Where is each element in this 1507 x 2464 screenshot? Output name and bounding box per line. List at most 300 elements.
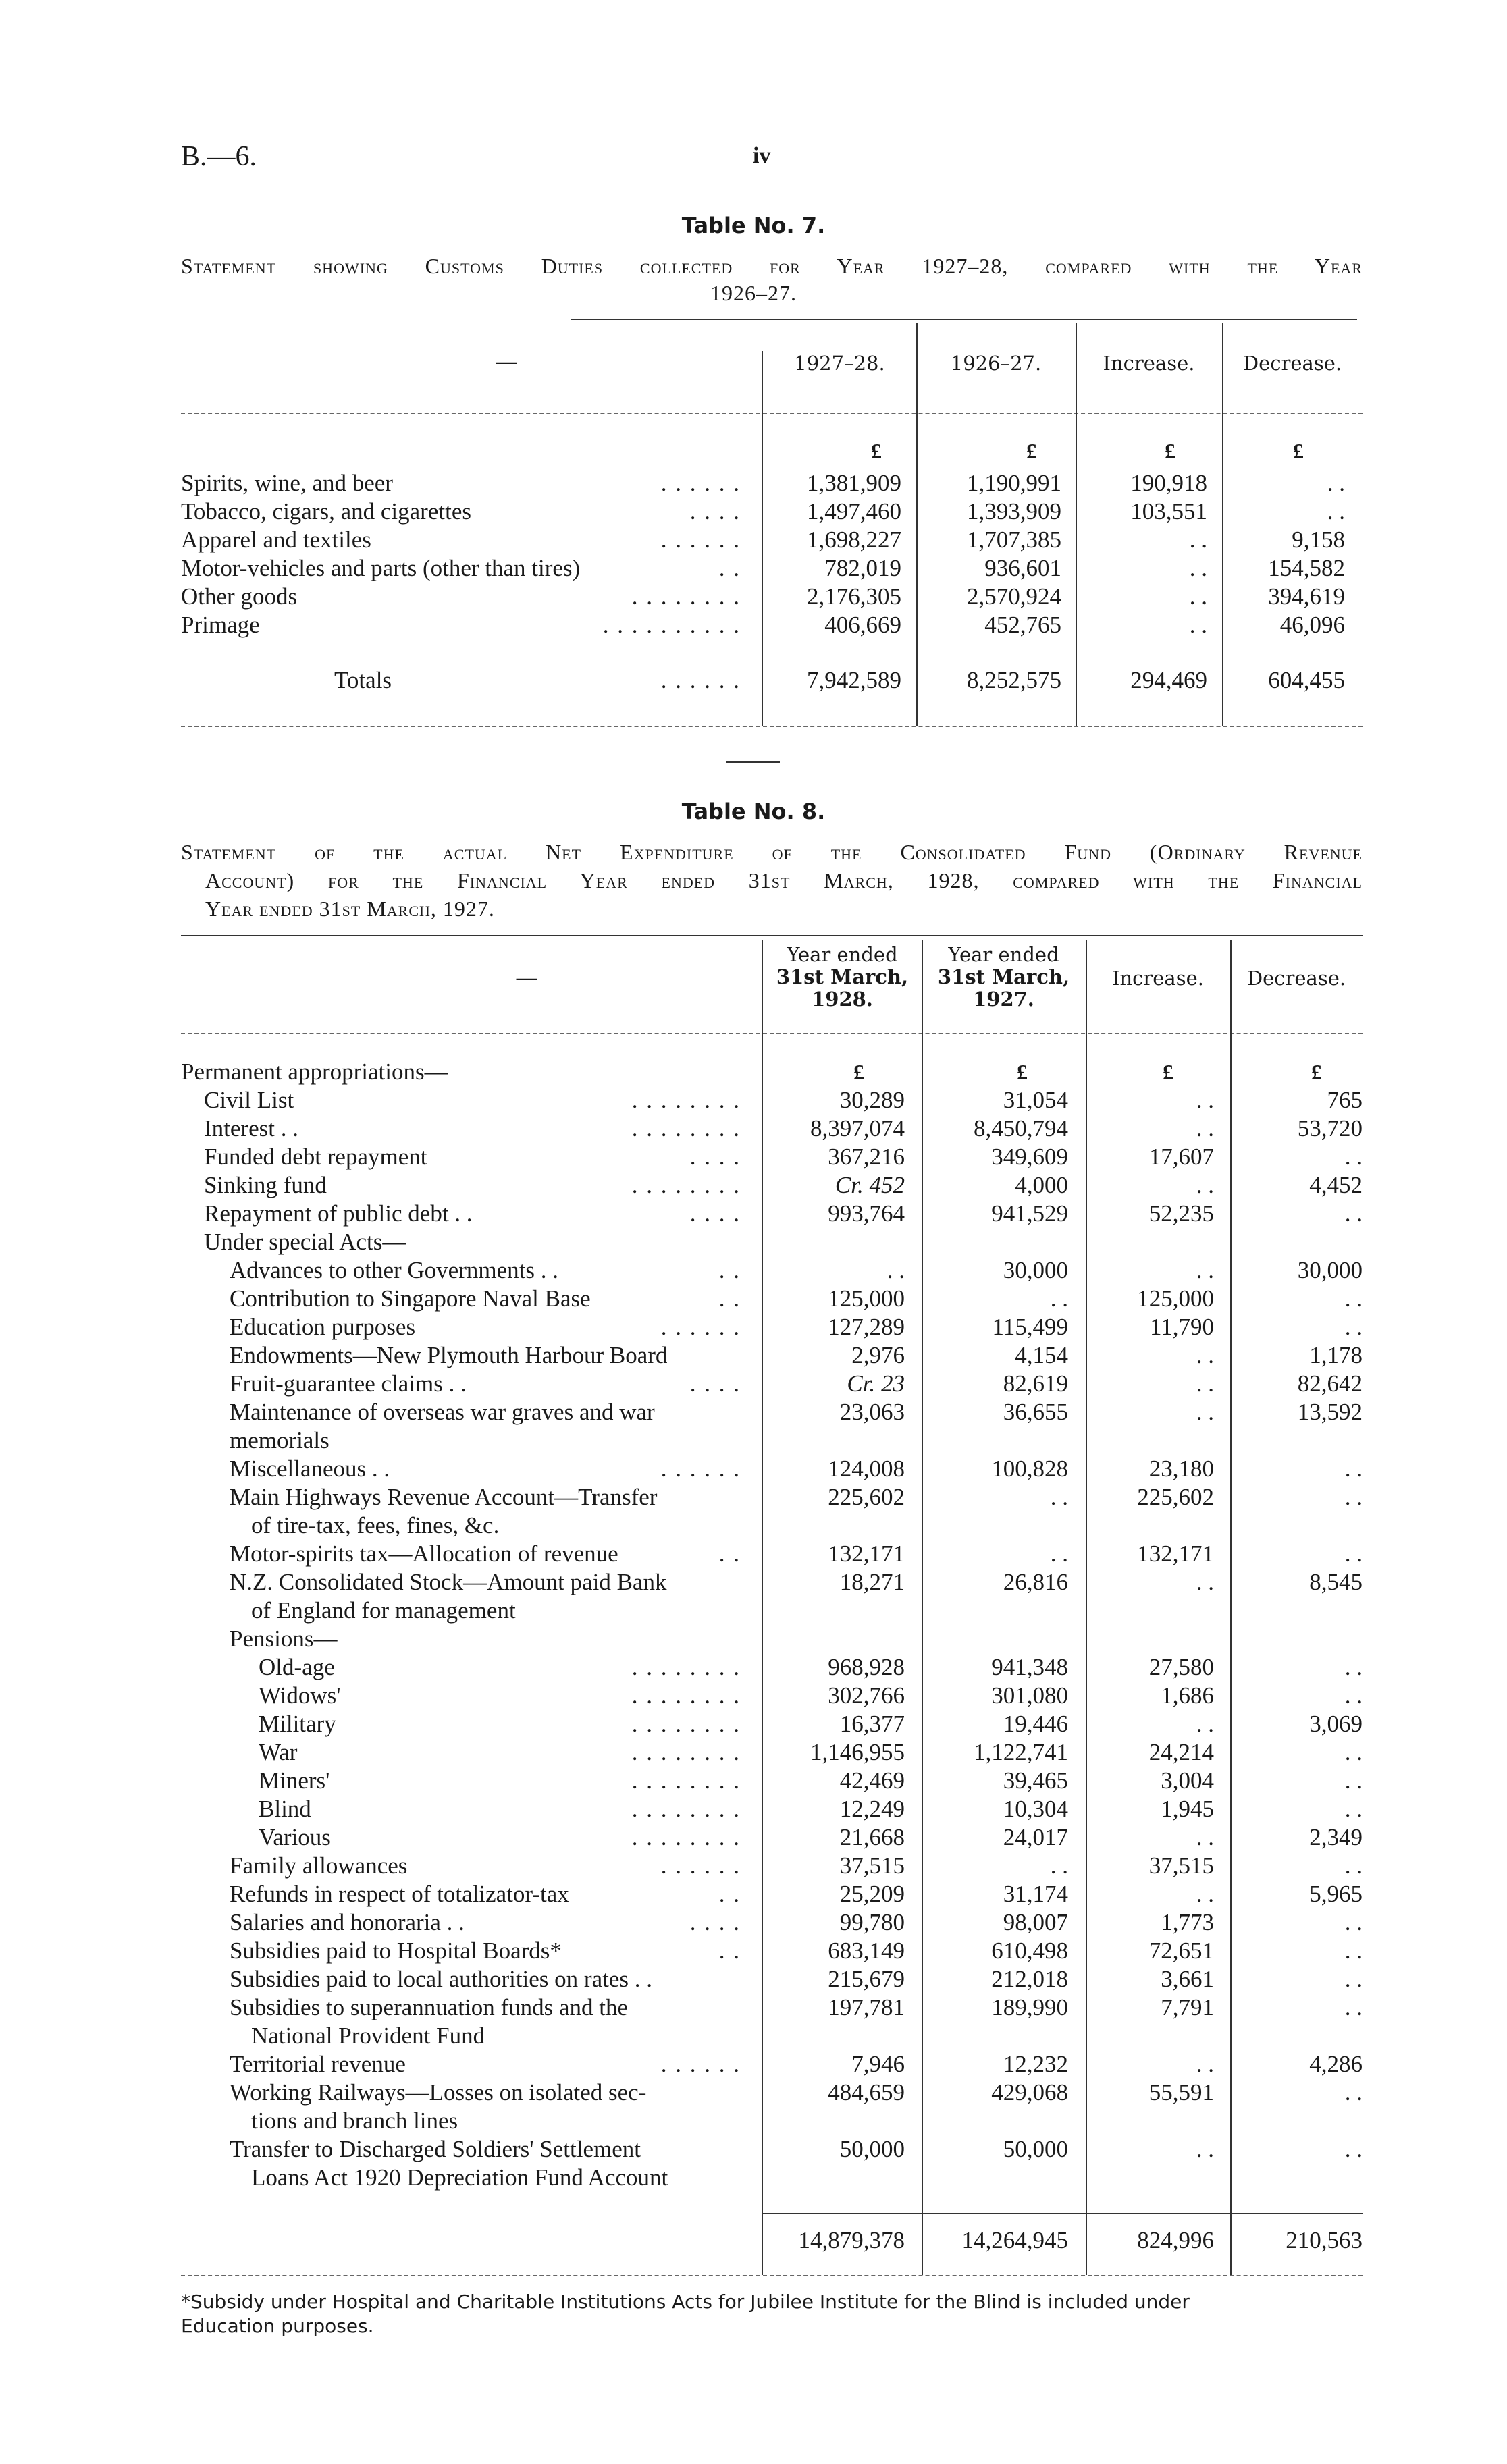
cell-value: 484,659 xyxy=(828,2079,905,2106)
cell-value: 24,214 xyxy=(1148,1739,1214,1765)
cell-value: . . xyxy=(1189,555,1207,581)
row-label: Sinking fund xyxy=(204,1172,327,1198)
row-label: Loans Act 1920 Depreciation Fund Account xyxy=(251,2164,668,2191)
leader-dots: . . . . . . . . xyxy=(631,1172,741,1198)
cell-value: 1,945 xyxy=(1161,1796,1214,1822)
table-row xyxy=(0,526,1507,554)
leader-dots: . . xyxy=(718,1257,741,1283)
cell-value: 197,781 xyxy=(828,1994,905,2020)
row-label: National Provident Fund xyxy=(251,2023,485,2049)
cell-value: 190,918 xyxy=(1130,470,1207,496)
table-row xyxy=(0,1511,1507,1540)
cell-value: 10,304 xyxy=(1003,1796,1068,1822)
leader-dots: . . . . . . xyxy=(660,1314,741,1340)
cell-value: 132,171 xyxy=(828,1541,905,1567)
row-label: Subsidies paid to Hospital Boards* xyxy=(230,1937,562,1964)
leader-dots: . . . . . . . . xyxy=(631,1739,741,1765)
cell-value: . . xyxy=(1327,498,1345,525)
row-label: Education purposes xyxy=(230,1314,416,1340)
cell-value: 4,452 xyxy=(1309,1172,1363,1198)
cell-value: 212,018 xyxy=(991,1966,1068,1992)
cell-value: 941,529 xyxy=(991,1200,1068,1227)
cell-value: 301,080 xyxy=(991,1682,1068,1709)
cell-value: 30,000 xyxy=(1003,1257,1068,1283)
row-label: Miscellaneous . . xyxy=(230,1455,390,1482)
cell-value: . . xyxy=(1344,1285,1363,1312)
table-row xyxy=(0,1993,1507,2022)
cell-value: . . xyxy=(1196,1370,1214,1397)
cell-value: 394,619 xyxy=(1268,583,1345,610)
leader-dots: . . . . . . . . xyxy=(631,583,741,610)
table-row xyxy=(0,1710,1507,1738)
totals-label: Totals xyxy=(334,667,392,693)
cell-value: 37,515 xyxy=(839,1852,905,1879)
row-label: Family allowances xyxy=(230,1852,408,1879)
cell-value: 103,551 xyxy=(1130,498,1207,525)
row-label: N.Z. Consolidated Stock—Amount paid Bank xyxy=(230,1569,667,1595)
cell-value: . . xyxy=(1344,1541,1363,1567)
cell-value: 5,965 xyxy=(1309,1881,1363,1907)
header-line: 31st March, xyxy=(937,965,1070,988)
cell-value: 42,469 xyxy=(839,1767,905,1794)
cell-value: . . xyxy=(1196,2136,1214,2162)
cell-value: . . xyxy=(1344,1654,1363,1680)
table8-col-1927 xyxy=(922,944,1086,1011)
cell-value: 189,990 xyxy=(991,1994,1068,2020)
row-label: Maintenance of overseas war graves and war xyxy=(230,1399,655,1425)
table8-col-blank: — xyxy=(515,965,538,992)
cell-value: 782,019 xyxy=(824,555,901,581)
cell-value: . . xyxy=(1196,1342,1214,1368)
cell-value: 4,000 xyxy=(1015,1172,1068,1198)
table7-col-header: Increase. xyxy=(1103,352,1195,375)
cell-value: 1,497,460 xyxy=(807,498,901,525)
table-row xyxy=(0,1171,1507,1200)
cell-value: 1,686 xyxy=(1161,1682,1214,1709)
row-label: of England for management xyxy=(251,1597,516,1624)
table-row xyxy=(0,1143,1507,1171)
cell-value: 1,393,909 xyxy=(967,498,1061,525)
header-line: 1927. xyxy=(973,988,1034,1011)
leader-dots: . . . . . . xyxy=(660,1455,741,1482)
row-label: Miners' xyxy=(259,1767,330,1794)
leader-dots: . . . . . . . . xyxy=(631,1682,741,1709)
table8-caption-line2: Account) for the Financial Year ended 31st March, 1928, compared with the Financial xyxy=(205,868,1363,892)
cell-value: 50,000 xyxy=(1003,2136,1068,2162)
table-row xyxy=(0,583,1507,611)
row-label: Endowments—New Plymouth Harbour Board xyxy=(230,1342,668,1368)
table-row xyxy=(0,1738,1507,1767)
cell-value: 100,828 xyxy=(991,1455,1068,1482)
table7-unit: £ xyxy=(1026,439,1037,463)
cell-value: 452,765 xyxy=(984,612,1061,638)
table7-unit: £ xyxy=(1293,439,1304,463)
cell-value: . . xyxy=(1050,1285,1068,1312)
table-row xyxy=(0,1086,1507,1115)
table7-col-header: 1926–27. xyxy=(950,352,1042,375)
cell-value: 125,000 xyxy=(828,1285,905,1312)
table-row xyxy=(0,1597,1507,1625)
footnote xyxy=(181,2290,1363,2338)
cell-value: 23,063 xyxy=(839,1399,905,1425)
cell-value: . . xyxy=(1344,1144,1363,1170)
table7-bottom-rule xyxy=(181,726,1363,727)
leader-dots: . . . . xyxy=(689,1144,741,1170)
row-label: Spirits, wine, and beer xyxy=(181,470,393,496)
cell-value: 8,397,074 xyxy=(810,1115,905,1142)
cell-value: 16,377 xyxy=(839,1711,905,1737)
cell-value: 1,698,227 xyxy=(807,527,901,553)
table-row xyxy=(0,1795,1507,1823)
cell-value: . . xyxy=(1196,1569,1214,1595)
row-label: Refunds in respect of totalizator-tax xyxy=(230,1881,569,1907)
table8-col-1928 xyxy=(763,944,922,1011)
cell-value: 26,816 xyxy=(1003,1569,1068,1595)
cell-value: 50,000 xyxy=(839,2136,905,2162)
cell-value: 46,096 xyxy=(1279,612,1345,638)
cell-value: 2,570,924 xyxy=(967,583,1061,610)
table-row xyxy=(0,498,1507,526)
leader-dots: . . . . . . . . xyxy=(631,1654,741,1680)
table7-top-rule xyxy=(571,319,1357,320)
cell-value: . . xyxy=(1189,612,1207,638)
cell-value: . . xyxy=(1196,1824,1214,1850)
row-label: Subsidies to superannuation funds and the xyxy=(230,1994,629,2020)
cell-value: 12,232 xyxy=(1003,2051,1068,2077)
cell-value: . . xyxy=(887,1257,905,1283)
table-row xyxy=(0,1767,1507,1795)
table7-caption-line2: 1926–27. xyxy=(710,281,797,305)
table-row xyxy=(0,1341,1507,1370)
cell-value: . . xyxy=(1344,2079,1363,2106)
header-line: Year ended xyxy=(948,943,1059,966)
cell-value: £ xyxy=(1017,1060,1028,1084)
cell-value: 125,000 xyxy=(1137,1285,1214,1312)
leader-dots: . . xyxy=(718,1881,741,1907)
cell-value: 8,450,794 xyxy=(974,1115,1068,1142)
cell-value: £ xyxy=(853,1060,864,1084)
leader-dots: . . . . . . . . xyxy=(631,1087,741,1113)
cell-value: . . xyxy=(1050,1484,1068,1510)
table-row xyxy=(0,2050,1507,2079)
table-row xyxy=(0,1370,1507,1398)
cell-value: . . xyxy=(1344,1200,1363,1227)
cell-value: 53,720 xyxy=(1297,1115,1363,1142)
table-row xyxy=(0,1228,1507,1256)
table-row xyxy=(0,1455,1507,1483)
cell-value: 37,515 xyxy=(1148,1852,1214,1879)
cell-value: 13,592 xyxy=(1297,1399,1363,1425)
cell-value: 21,668 xyxy=(839,1824,905,1850)
cell-value: 11,790 xyxy=(1150,1314,1214,1340)
cell-value: 1,122,741 xyxy=(974,1739,1068,1765)
row-label: Old-age xyxy=(259,1654,335,1680)
cell-value: . . xyxy=(1050,1541,1068,1567)
table-row xyxy=(0,1483,1507,1511)
header-line: 31st March, xyxy=(776,965,909,988)
table7-unit: £ xyxy=(871,439,882,463)
leader-dots: . . . . . . . . xyxy=(631,1767,741,1794)
cell-value: . . xyxy=(1050,1852,1068,1879)
table8-caption-line3: Year ended 31st March, 1927. xyxy=(205,896,495,921)
cell-value: . . xyxy=(1196,1881,1214,1907)
cell-value: . . xyxy=(1344,1994,1363,2020)
cell-value: 30,289 xyxy=(839,1087,905,1113)
table-row xyxy=(0,2022,1507,2050)
table8-col-decrease: Decrease. xyxy=(1246,967,1346,990)
cell-value: . . xyxy=(1344,1937,1363,1964)
cell-value: . . xyxy=(1196,1257,1214,1283)
cell-value: 429,068 xyxy=(991,2079,1068,2106)
cell-value: 1,190,991 xyxy=(967,470,1061,496)
leader-dots: . . . . xyxy=(689,1909,741,1935)
cell-value: 124,008 xyxy=(828,1455,905,1482)
totals-value: 210,563 xyxy=(1286,2227,1363,2253)
cell-value: 2,176,305 xyxy=(807,583,901,610)
cell-value: 225,602 xyxy=(1137,1484,1214,1510)
leader-dots: . . xyxy=(718,1285,741,1312)
cell-value: 367,216 xyxy=(828,1144,905,1170)
cell-value: 18,271 xyxy=(839,1569,905,1595)
table-row xyxy=(0,1200,1507,1228)
cell-value: 17,607 xyxy=(1148,1144,1214,1170)
cell-value: 82,619 xyxy=(1003,1370,1068,1397)
table-row xyxy=(0,1285,1507,1313)
cell-value: 3,661 xyxy=(1161,1966,1214,1992)
leader-dots: . . . . . . xyxy=(660,1852,741,1879)
row-label: Working Railways—Losses on isolated sec- xyxy=(230,2079,647,2106)
cell-value: 24,017 xyxy=(1003,1824,1068,1850)
cell-value: 610,498 xyxy=(991,1937,1068,1964)
row-label: Motor-spirits tax—Allocation of revenue xyxy=(230,1541,618,1567)
cell-value: 52,235 xyxy=(1148,1200,1214,1227)
leader-dots: . . xyxy=(718,1541,741,1567)
table7-title: Table No. 7. xyxy=(681,213,826,238)
table-row xyxy=(0,554,1507,583)
cell-value: 9,158 xyxy=(1292,527,1345,553)
cell-value: . . xyxy=(1196,1399,1214,1425)
table-row xyxy=(0,2164,1507,2192)
table8-totals-rule xyxy=(762,2213,1363,2214)
cell-value: . . xyxy=(1344,1484,1363,1510)
leader-dots: . . . . . . . . xyxy=(631,1824,741,1850)
footnote-line2: Education purposes. xyxy=(181,2315,374,2337)
cell-value: 7,946 xyxy=(851,2051,905,2077)
cell-value: . . xyxy=(1344,2136,1363,2162)
table-row xyxy=(0,2079,1507,2107)
cell-value: . . xyxy=(1344,1739,1363,1765)
table7-col-blank: — xyxy=(495,348,518,375)
table7-col-header: 1927–28. xyxy=(794,352,885,375)
cell-value: 132,171 xyxy=(1137,1541,1214,1567)
table7-col-header: Decrease. xyxy=(1242,352,1342,375)
table8-bottom-rule xyxy=(181,2275,1363,2276)
row-label: Fruit-guarantee claims . . xyxy=(230,1370,467,1397)
cell-value: 154,582 xyxy=(1268,555,1345,581)
row-label: Apparel and textiles xyxy=(181,527,371,553)
leader-dots: . . . . xyxy=(689,1200,741,1227)
row-label: Primage xyxy=(181,612,260,638)
table-row xyxy=(0,1568,1507,1597)
table-row xyxy=(0,2107,1507,2135)
header-line: Year ended xyxy=(787,943,898,966)
totals-row xyxy=(0,666,1507,695)
table-row xyxy=(0,1625,1507,1653)
leader-dots: . . xyxy=(718,1937,741,1964)
footnote-line1: *Subsidy under Hospital and Charitable Institutions Acts for Jubilee Institute for the Blind is included under xyxy=(181,2291,1190,2313)
table-row xyxy=(0,1908,1507,1937)
cell-value: 4,286 xyxy=(1309,2051,1363,2077)
table-row xyxy=(0,1398,1507,1426)
cell-value: . . xyxy=(1344,1909,1363,1935)
cell-value: 3,069 xyxy=(1309,1711,1363,1737)
row-label: Motor-vehicles and parts (other than tires) xyxy=(181,555,581,581)
cell-value: Cr. 452 xyxy=(835,1172,905,1198)
table-row xyxy=(0,611,1507,639)
row-label: Military xyxy=(259,1711,336,1737)
table8-title: Table No. 8. xyxy=(681,799,826,824)
cell-value: . . xyxy=(1344,1455,1363,1482)
cell-value: 8,545 xyxy=(1309,1569,1363,1595)
cell-value: 25,209 xyxy=(839,1881,905,1907)
cell-value: 765 xyxy=(1327,1087,1363,1113)
cell-value: 30,000 xyxy=(1297,1257,1363,1283)
row-label: Salaries and honoraria . . xyxy=(230,1909,465,1935)
row-label: Subsidies paid to local authorities on rates . . xyxy=(230,1966,653,1992)
row-label: of tire-tax, fees, fines, &c. xyxy=(251,1512,500,1538)
cell-value: 23,180 xyxy=(1148,1455,1214,1482)
table-row xyxy=(0,1256,1507,1285)
cell-value: . . xyxy=(1344,1852,1363,1879)
cell-value: Cr. 23 xyxy=(847,1370,905,1397)
row-label: Territorial revenue xyxy=(230,2051,406,2077)
row-label: Interest . . xyxy=(204,1115,298,1142)
row-label: War xyxy=(259,1739,298,1765)
page-number: iv xyxy=(753,143,771,168)
separator-rule xyxy=(726,761,780,763)
table8-col-increase: Increase. xyxy=(1112,967,1204,990)
cell-value: 12,249 xyxy=(839,1796,905,1822)
table-row xyxy=(0,1852,1507,1880)
row-label: Civil List xyxy=(204,1087,294,1113)
cell-value: 968,928 xyxy=(828,1654,905,1680)
cell-value: 31,174 xyxy=(1003,1881,1068,1907)
cell-value: 127,289 xyxy=(828,1314,905,1340)
leader-dots: . . . . xyxy=(689,498,741,525)
table-row xyxy=(0,1880,1507,1908)
totals-value: 8,252,575 xyxy=(967,667,1061,693)
leader-dots: . . . . xyxy=(689,1370,741,1397)
table-row xyxy=(0,1653,1507,1682)
row-label: Advances to other Governments . . xyxy=(230,1257,558,1283)
cell-value: 39,465 xyxy=(1003,1767,1068,1794)
cell-value: 55,591 xyxy=(1148,2079,1214,2106)
cell-value: 349,609 xyxy=(991,1144,1068,1170)
cell-value: 1,381,909 xyxy=(807,470,901,496)
table8-header-rule xyxy=(181,1033,1363,1034)
row-label: memorials xyxy=(230,1427,329,1453)
cell-value: 31,054 xyxy=(1003,1087,1068,1113)
row-label: Permanent appropriations— xyxy=(181,1059,448,1085)
cell-value: 4,154 xyxy=(1015,1342,1068,1368)
cell-value: . . xyxy=(1344,1796,1363,1822)
cell-value: 98,007 xyxy=(1003,1909,1068,1935)
cell-value: . . xyxy=(1344,1682,1363,1709)
row-label: Other goods xyxy=(181,583,298,610)
table7-unit: £ xyxy=(1165,439,1175,463)
row-label: Various xyxy=(259,1824,331,1850)
cell-value: 19,446 xyxy=(1003,1711,1068,1737)
document-reference: B.—6. xyxy=(181,141,257,172)
leader-dots: . . . . . . xyxy=(660,470,741,496)
row-label: Funded debt repayment xyxy=(204,1144,427,1170)
totals-value: 604,455 xyxy=(1268,667,1345,693)
row-label: Widows' xyxy=(259,1682,341,1709)
leader-dots: . . . . . . . . xyxy=(631,1711,741,1737)
row-label: Tobacco, cigars, and cigarettes xyxy=(181,498,471,525)
leader-dots: . . . . . . . . xyxy=(631,1796,741,1822)
row-label: Blind xyxy=(259,1796,311,1822)
cell-value: 936,601 xyxy=(984,555,1061,581)
row-label: Transfer to Discharged Soldiers' Settlement xyxy=(230,2136,641,2162)
leader-dots: . . . . . . xyxy=(660,2051,741,2077)
cell-value: 115,499 xyxy=(992,1314,1068,1340)
cell-value: 72,651 xyxy=(1148,1937,1214,1964)
cell-value: 1,146,955 xyxy=(810,1739,905,1765)
table8-caption-line1: Statement of the actual Net Expenditure of the Consolidated Fund (Ordinary Revenue xyxy=(181,840,1363,864)
leader-dots: . . xyxy=(718,555,741,581)
cell-value: £ xyxy=(1311,1060,1322,1084)
table8-top-rule xyxy=(181,935,1363,936)
leader-dots: . . . . . . xyxy=(660,667,741,693)
row-label: Main Highways Revenue Account—Transfer xyxy=(230,1484,658,1510)
totals-value: 294,469 xyxy=(1130,667,1207,693)
cell-value: 993,764 xyxy=(828,1200,905,1227)
cell-value: 1,707,385 xyxy=(967,527,1061,553)
cell-value: . . xyxy=(1196,1115,1214,1142)
leader-dots: . . . . . . xyxy=(660,527,741,553)
row-label: Pensions— xyxy=(230,1626,338,1652)
cell-value: . . xyxy=(1196,2051,1214,2077)
cell-value: 7,791 xyxy=(1161,1994,1214,2020)
cell-value: 36,655 xyxy=(1003,1399,1068,1425)
totals-value: 7,942,589 xyxy=(807,667,901,693)
table7-header-rule xyxy=(181,413,1363,414)
table-row xyxy=(0,1115,1507,1143)
cell-value: 99,780 xyxy=(839,1909,905,1935)
totals-value: 14,879,378 xyxy=(798,2227,905,2253)
row-label: Under special Acts— xyxy=(204,1229,406,1255)
totals-row xyxy=(0,2226,1507,2255)
cell-value: 1,178 xyxy=(1309,1342,1363,1368)
cell-value: 406,669 xyxy=(824,612,901,638)
table-row xyxy=(0,1937,1507,1965)
cell-value: 1,773 xyxy=(1161,1909,1214,1935)
row-label: tions and branch lines xyxy=(251,2108,458,2134)
cell-value: 2,976 xyxy=(851,1342,905,1368)
totals-value: 824,996 xyxy=(1137,2227,1214,2253)
table-row xyxy=(0,469,1507,498)
cell-value: . . xyxy=(1189,527,1207,553)
cell-value: 302,766 xyxy=(828,1682,905,1709)
cell-value: 2,349 xyxy=(1309,1824,1363,1850)
cell-value: 225,602 xyxy=(828,1484,905,1510)
cell-value: 215,679 xyxy=(828,1966,905,1992)
cell-value: . . xyxy=(1196,1172,1214,1198)
totals-value: 14,264,945 xyxy=(961,2227,1068,2253)
leader-dots: . . . . . . . . xyxy=(631,1115,741,1142)
table-row xyxy=(0,1823,1507,1852)
